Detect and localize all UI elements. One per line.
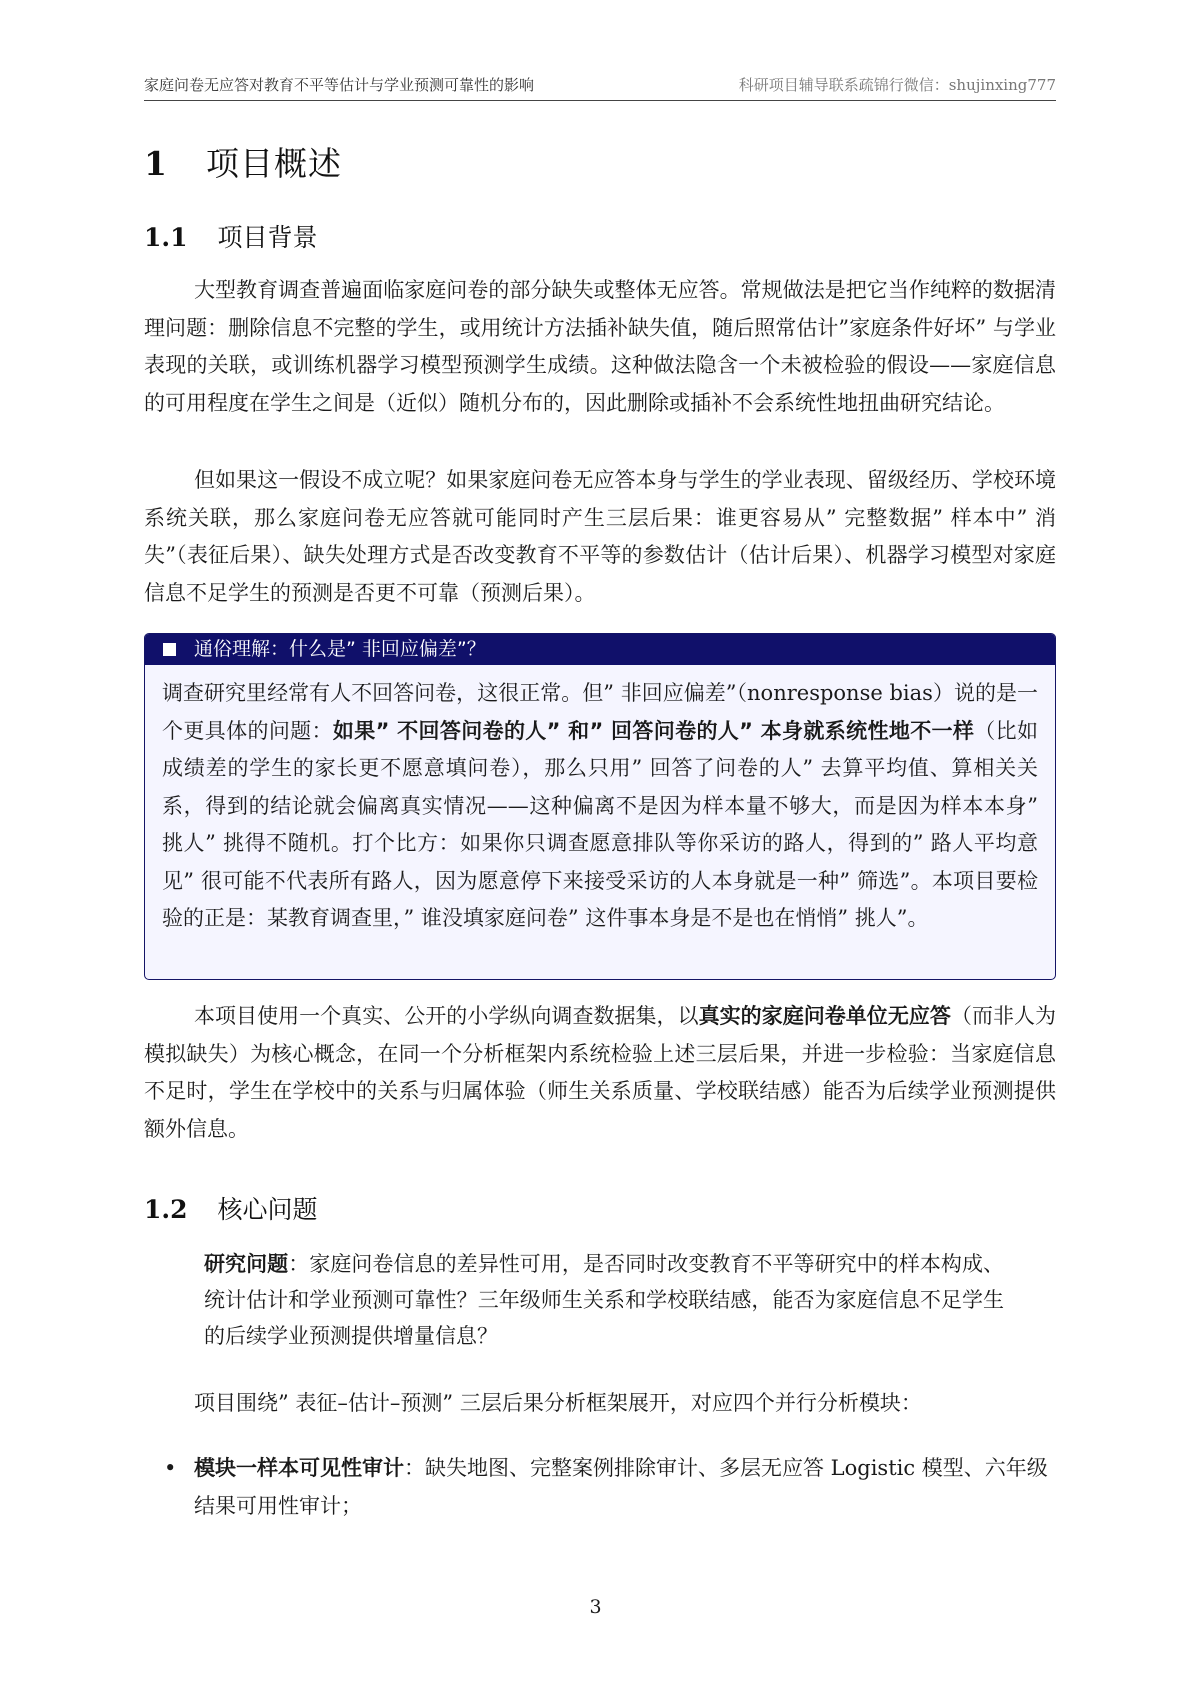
paragraph-project-intro: [144, 998, 1056, 1148]
square-bullet-icon: [163, 643, 176, 656]
paragraph-background-1: 大型教育调查普遍面临家庭问卷的部分缺失或整体无应答。常规做法是把它当作纯粹的数据清理问题：删除信息不完整的学生，或用统计方法插补缺失值，随后照常估计”家庭条件好坏” 与学业表现的关联，或训练机器学习模型预测学生成绩。这种做法隐含一个未被检验的假设——家庭信息的可用程度在学生之间是（近似）随机分布的，因此删除或插补不会系统性地扭曲研究结论。: [144, 278, 1056, 415]
p3-text-b: （而非人为模拟缺失）为核心概念，在同一个分析框架内系统检验上述三层后果，并进一步检验：当家庭信息不足时，学生在学校中的关系与归属体验（师生关系质量、学校联结感）能否为后续学业预测提供额外信息。: [144, 1004, 1057, 1141]
running-header: [144, 74, 1056, 101]
paragraph-background-2: 但如果这一假设不成立呢？如果家庭问卷无应答本身与学生的学业表现、留级经历、学校环境系统关联，那么家庭问卷无应答就可能同时产生三层后果：谁更容易从” 完整数据” 样本中” 消失”（表征后果）、缺失处理方式是否改变教育不平等的参数估计（估计后果）、机器学习模型对家庭信息不足学生的预测是否更不可靠（预测后果）。: [144, 468, 1056, 605]
research-question: [204, 1246, 1004, 1354]
callout-header: [145, 634, 1055, 665]
module-list: [160, 1450, 1056, 1525]
section-number: 1: [144, 144, 168, 183]
framework-intro: 项目围绕” 表征–估计–预测” 三层后果分析框架展开，对应四个并行分析模块：: [194, 1391, 922, 1415]
callout-body: [145, 665, 1055, 938]
p3-emphasis: 真实的家庭问卷单位无应答: [698, 1004, 951, 1028]
header-contact: 科研项目辅导联系疏锦行微信：shujinxing777: [738, 76, 1056, 94]
page-number: 3: [589, 1596, 602, 1618]
callout-text-a: 调查研究里经常有人不回答问卷，这很正常。但” 非回应偏差”（nonresponse bias）说的是一个更具体的问题：: [162, 681, 1038, 743]
callout-text-b: （比如成绩差的学生的家长更不愿意填问卷），那么只用” 回答了问卷的人” 去算平均值、算相关关系，得到的结论就会偏离真实情况——这种偏离不是因为样本量不够大，而是因为样本本身” 挑人” 挑得不随机。打个比方：如果你只调查愿意排队等你采访的路人，得到的” 路人平均意见” 很可能不代表所有路人，因为愿意停下来接受采访的人本身就是一种” 筛选”。本项目要检验的正是：某教育调查里，” 谁没填家庭问卷” 这件事本身是不是也在悄悄” 挑人”。: [162, 718, 1039, 930]
subsection-heading-1-1: [144, 218, 318, 254]
callout-title: 通俗理解：什么是” 非回应偏差”？: [194, 638, 486, 660]
section-title: 项目概述: [205, 144, 342, 183]
question-text: ：家庭问卷信息的差异性可用，是否同时改变教育不平等研究中的样本构成、统计估计和学业预测可靠性？三年级师生关系和学校联结感，能否为家庭信息不足学生的后续学业预测提供增量信息？: [204, 1252, 1004, 1348]
subsection-title: 核心问题: [217, 1195, 318, 1224]
list-item: [160, 1450, 1056, 1525]
callout-box: [144, 633, 1056, 980]
question-label: 研究问题: [204, 1252, 289, 1276]
section-heading: [144, 138, 342, 185]
p3-text-a: 本项目使用一个真实、公开的小学纵向调查数据集，以: [194, 1004, 699, 1028]
callout-emphasis: 如果” 不回答问卷的人” 和” 回答问卷的人” 本身就系统性地不一样: [332, 718, 975, 743]
subsection-number: 1.2: [144, 1195, 188, 1224]
header-title: 家庭问卷无应答对教育不平等估计与学业预测可靠性的影响: [144, 76, 535, 94]
module-text: ：缺失地图、完整案例排除审计、多层无应答 Logistic 模型、六年级结果可用性审计；: [194, 1456, 1048, 1518]
subsection-number: 1.1: [144, 223, 188, 252]
subsection-title: 项目背景: [217, 223, 318, 252]
subsection-heading-1-2: [144, 1190, 318, 1226]
module-title: 模块一样本可见性审计: [194, 1456, 404, 1480]
